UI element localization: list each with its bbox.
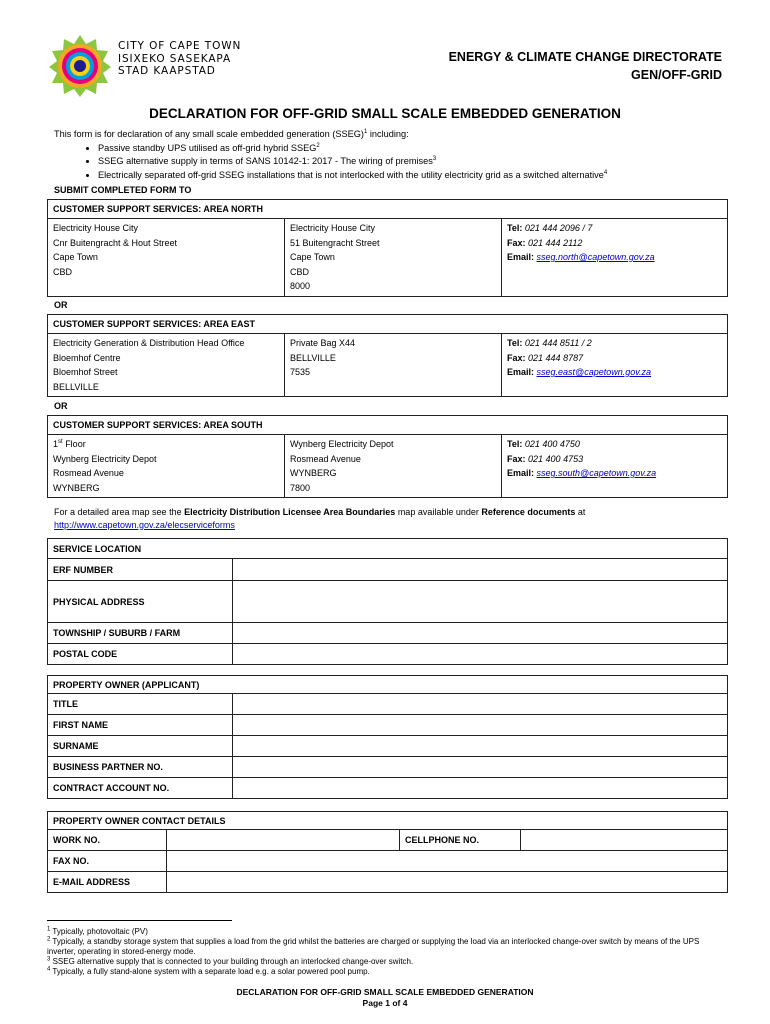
area-south-address: 1st Floor Wynberg Electricity Depot Rosmead Avenue WYNBERG (48, 435, 285, 498)
area-south-email-link[interactable]: sseg.south@capetown.gov.za (536, 468, 657, 478)
intro-lead: This form is for declaration of any small scale embedded generation (SSEG)$^1$ including: (54, 128, 409, 139)
service-location-heading: SERVICE LOCATION (48, 539, 728, 559)
footnote-2: $^2$ Typically, a standby storage system that supplies a load from the grid whilst the batteries are charged or supplying the load via an interlocked change-over switch by means of the UPS inverter, operating in stored-energy mode. (47, 936, 700, 956)
work-no-label: WORK NO. (48, 830, 167, 851)
work-no-field[interactable] (167, 830, 400, 851)
area-south-heading: CUSTOMER SUPPORT SERVICES: AREA SOUTH (48, 416, 728, 435)
area-east-tel: 021 444 8511 / 2 (524, 338, 592, 348)
area-north-fax: 021 444 2112 (528, 237, 583, 248)
area-north-contact: Tel: 021 444 2096 / 7 Fax: 021 444 2112 Email: sseg.north@capetown.gov.za (502, 219, 728, 297)
area-south-tel: 021 400 4750 (524, 439, 580, 449)
email-address-label: E-MAIL ADDRESS (48, 872, 167, 893)
cellphone-label: CELLPHONE NO. (400, 830, 521, 851)
erf-number-field[interactable] (233, 559, 728, 581)
area-north-table (47, 199, 728, 297)
area-east-postal: Private Bag X44 BELLVILLE 7535 (285, 334, 502, 397)
first-name-field[interactable] (233, 715, 728, 736)
area-east-contact: Tel: 021 444 8511 / 2 Fax: 021 444 8787 Email: sseg.east@capetown.gov.za (502, 334, 728, 397)
page-number: Page 1 of 4 (362, 998, 408, 1008)
footnote-3: $^3$ SSEG alternative supply that is connected to your building through an interlocked change-over switch. (47, 956, 414, 966)
postal-code-field[interactable] (233, 644, 728, 665)
directorate-name: ENERGY & CLIMATE CHANGE DIRECTORATE (448, 50, 722, 64)
area-north-tel: 021 444 2096 / 7 (524, 223, 593, 233)
title-field[interactable] (233, 694, 728, 715)
surname-label: SURNAME (48, 736, 233, 757)
area-south-table (47, 415, 728, 498)
surname-field[interactable] (233, 736, 728, 757)
footnote-4: $^4$ Typically, a fully stand-alone system with a separate load e.g. a solar powered pool pump. (47, 966, 370, 976)
fax-no-field[interactable] (167, 851, 728, 872)
contact-details-heading: PROPERTY OWNER CONTACT DETAILS (48, 812, 728, 830)
city-logo (48, 34, 112, 98)
footer-title: DECLARATION FOR OFF-GRID SMALL SCALE EMBEDDED GENERATION (236, 987, 534, 997)
contract-account-label: CONTRACT ACCOUNT NO. (48, 778, 233, 799)
property-owner-table (47, 675, 728, 799)
area-east-fax: 021 444 8787 (528, 352, 584, 363)
postal-code-label: POSTAL CODE (48, 644, 233, 665)
directorate-section: GEN/OFF-GRID (631, 68, 722, 82)
elecserviceforms-link[interactable]: http://www.capetown.gov.za/elecserviceforms (54, 519, 235, 530)
footnotes (47, 927, 727, 977)
area-north-email-link[interactable]: sseg.north@capetown.gov.za (536, 252, 655, 262)
title-label: TITLE (48, 694, 233, 715)
physical-address-label: PHYSICAL ADDRESS (48, 581, 233, 623)
org-line-2: ISIXEKO SASEKAPA (118, 52, 232, 65)
area-east-table (47, 314, 728, 397)
erf-number-label: ERF NUMBER (48, 559, 233, 581)
org-line-3: STAD KAAPSTAD (118, 65, 216, 77)
property-owner-heading: PROPERTY OWNER (APPLICANT) (48, 676, 728, 694)
intro-bullet: • Electrically separated off-grid SSEG installations that is not interlocked with the utility electricity grid as a switched alternative$^4$ (98, 169, 744, 183)
area-east-address: Electricity Generation & Distribution Head Office Bloemhof Centre Bloemhof Street BELLVILLE (48, 334, 285, 397)
area-east-heading: CUSTOMER SUPPORT SERVICES: AREA EAST (48, 315, 728, 334)
area-north-postal: Electricity House City 51 Buitengracht Street Cape Town CBD 8000 (285, 219, 502, 297)
directorate-header (449, 48, 722, 84)
email-address-field[interactable] (167, 872, 728, 893)
area-east-email-link[interactable]: sseg.east@capetown.gov.za (536, 367, 652, 377)
contract-account-field[interactable] (233, 778, 728, 799)
service-location-table (47, 538, 728, 665)
intro (54, 128, 744, 182)
area-south-fax: 021 400 4753 (528, 453, 584, 464)
page-footer (0, 987, 770, 1009)
intro-bullet: • Passive standby UPS utilised as off-grid hybrid SSEG$^2$ (98, 142, 744, 156)
or-label-1: OR (54, 300, 68, 310)
intro-bullet: • SSEG alternative supply in terms of SANS 10142-1: 2017 - The wiring of premises$^3$ (98, 155, 744, 169)
physical-address-field[interactable] (233, 581, 728, 623)
submit-heading: SUBMIT COMPLETED FORM TO (54, 185, 192, 195)
logo-emblem-icon (49, 35, 111, 97)
area-north-address: Electricity House City Cnr Buitengracht & Hout Street Cape Town CBD (48, 219, 285, 297)
area-south-postal: Wynberg Electricity Depot Rosmead Avenue WYNBERG 7800 (285, 435, 502, 498)
page-title: DECLARATION FOR OFF-GRID SMALL SCALE EMBEDDED GENERATION (149, 106, 621, 121)
intro-list (54, 142, 744, 183)
org-line-1: CITY OF CAPE TOWN (118, 40, 242, 52)
township-field[interactable] (233, 623, 728, 644)
contact-details-table (47, 811, 728, 893)
footnote-1: $^1$ Typically, photovoltaic (PV) (47, 926, 148, 936)
township-label: TOWNSHIP / SUBURB / FARM (48, 623, 233, 644)
business-partner-label: BUSINESS PARTNER NO. (48, 757, 233, 778)
area-north-heading: CUSTOMER SUPPORT SERVICES: AREA NORTH (48, 200, 728, 219)
footnote-divider (47, 920, 232, 921)
fax-no-label: FAX NO. (48, 851, 167, 872)
map-note: For a detailed area map see the Electricity Distribution Licensee Area Boundaries map available under Reference documents at http://www.capetown.gov.za/elecserviceforms (54, 507, 586, 530)
business-partner-field[interactable] (233, 757, 728, 778)
area-south-contact: Tel: 021 400 4750 Fax: 021 400 4753 Email: sseg.south@capetown.gov.za (502, 435, 728, 498)
org-name (118, 40, 241, 78)
first-name-label: FIRST NAME (48, 715, 233, 736)
cellphone-field[interactable] (521, 830, 728, 851)
or-label-2: OR (54, 401, 68, 411)
